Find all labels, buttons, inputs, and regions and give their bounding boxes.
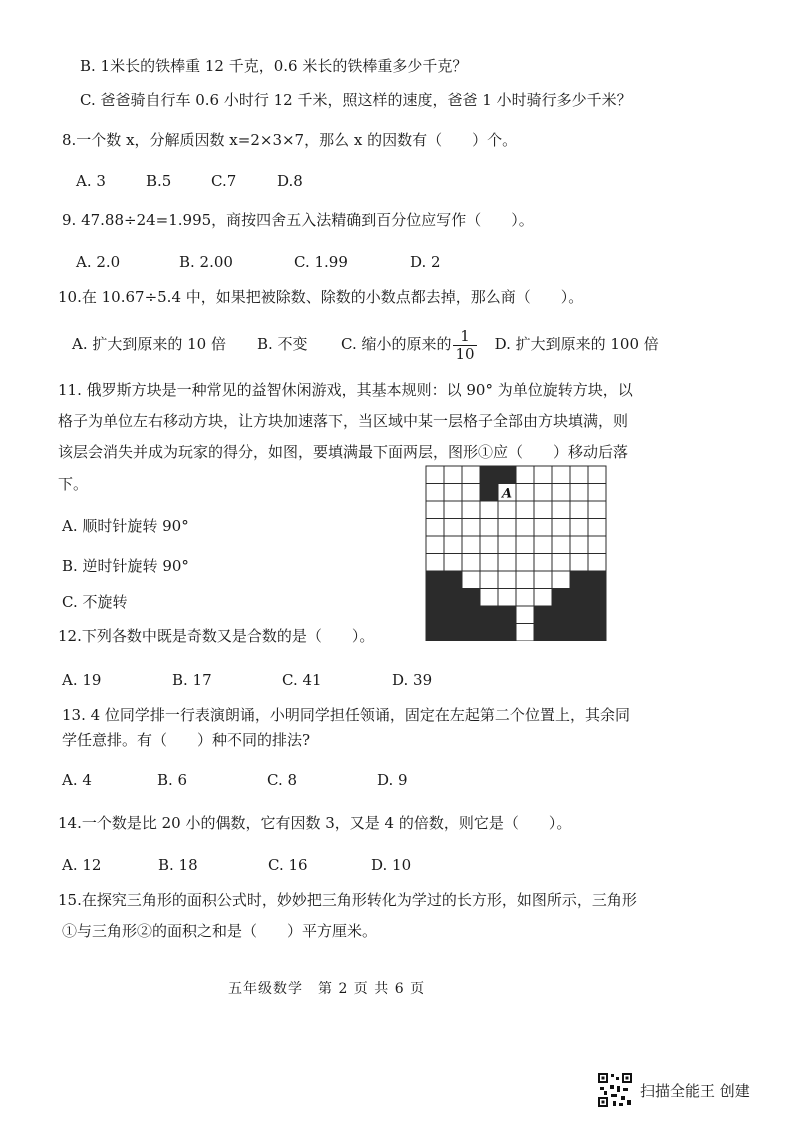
question-13-line-2: 学任意排。有（ ）种不同的排法? bbox=[62, 731, 311, 749]
option-a: A. 扩大到原来的 10 倍 bbox=[72, 335, 226, 353]
grid-cell-empty bbox=[480, 571, 498, 589]
grid-cell-empty bbox=[534, 501, 552, 519]
question-12-stem: 12.下列各数中既是奇数又是合数的是（ ）。 bbox=[58, 627, 375, 645]
option-c-text: C. 爸爸骑自行车 0.6 小时行 12 千米，照这样的速度，爸爸 1 小时骑行多少千米？ bbox=[80, 91, 632, 109]
grid-cell-filled bbox=[462, 606, 480, 624]
grid-cell-filled bbox=[426, 624, 444, 642]
grid-cell-filled bbox=[480, 466, 498, 484]
option-c: C. 1.99 bbox=[294, 253, 348, 271]
grid-cell-empty bbox=[588, 501, 606, 519]
grid-cell-empty bbox=[570, 501, 588, 519]
grid-cell-empty bbox=[426, 554, 444, 572]
grid-cell-empty bbox=[534, 554, 552, 572]
grid-cell-empty bbox=[588, 484, 606, 502]
grid-cell-filled bbox=[426, 606, 444, 624]
option-d: D. 39 bbox=[392, 671, 433, 689]
option-c: C. 8 bbox=[267, 771, 298, 789]
grid-cell-filled bbox=[570, 606, 588, 624]
grid-cell-empty bbox=[552, 554, 570, 572]
option-b-text: B. 1米长的铁棒重 12 千克，0.6 米长的铁棒重多少千克？ bbox=[80, 57, 468, 75]
grid-cell-filled bbox=[444, 624, 462, 642]
option-d: D. 9 bbox=[377, 771, 408, 789]
fraction-numerator: 1 bbox=[453, 328, 476, 346]
grid-cell-empty bbox=[426, 536, 444, 554]
option-a: A. 19 bbox=[62, 671, 102, 689]
question-9-options bbox=[76, 252, 441, 272]
grid-cell-empty bbox=[462, 554, 480, 572]
question-13-options bbox=[62, 770, 408, 790]
grid-cell-empty bbox=[552, 484, 570, 502]
grid-cell-empty bbox=[552, 466, 570, 484]
grid-cell-filled bbox=[588, 571, 606, 589]
question-11-line-4: 下。 bbox=[58, 475, 89, 493]
option-d: D. 扩大到原来的 100 倍 bbox=[494, 335, 659, 353]
grid-cell-filled bbox=[552, 624, 570, 642]
grid-cell-filled bbox=[498, 624, 516, 642]
grid-cell-empty bbox=[516, 501, 534, 519]
grid-shape-label: A bbox=[502, 486, 513, 502]
question-8-stem: 8.一个数 x，分解质因数 x=2×3×7，那么 x 的因数有（ ）个。 bbox=[62, 131, 518, 149]
qr-code-icon bbox=[597, 1072, 633, 1108]
grid-cell-empty bbox=[516, 484, 534, 502]
grid-cell-filled bbox=[444, 589, 462, 607]
grid-cell-empty bbox=[480, 536, 498, 554]
question-8-options bbox=[76, 171, 303, 191]
grid-cell-empty bbox=[444, 466, 462, 484]
grid-cell-filled bbox=[570, 589, 588, 607]
grid-cell-empty bbox=[498, 571, 516, 589]
grid-cell-empty bbox=[480, 501, 498, 519]
grid-cell-empty bbox=[552, 501, 570, 519]
grid-cell-empty bbox=[588, 519, 606, 537]
grid-cell-empty bbox=[534, 519, 552, 537]
question-12-options bbox=[62, 670, 432, 690]
grid-cell-empty bbox=[444, 484, 462, 502]
grid-cell-empty bbox=[534, 571, 552, 589]
grid-cell-empty bbox=[462, 466, 480, 484]
grid-cell-empty bbox=[462, 571, 480, 589]
grid-cell-empty bbox=[552, 536, 570, 554]
fraction-one-tenth bbox=[453, 328, 476, 363]
grid-cell-filled bbox=[462, 589, 480, 607]
grid-cell-empty bbox=[426, 501, 444, 519]
grid-cell-empty bbox=[462, 484, 480, 502]
grid-cell-filled bbox=[552, 606, 570, 624]
grid-cell-filled bbox=[498, 606, 516, 624]
grid-cell-empty bbox=[444, 554, 462, 572]
grid-cell-filled bbox=[552, 589, 570, 607]
grid-cell-filled bbox=[480, 484, 498, 502]
grid-cell-empty bbox=[426, 484, 444, 502]
option-c: C. 缩小的原来的 bbox=[341, 335, 452, 353]
grid-cell-filled bbox=[570, 571, 588, 589]
grid-cell-filled bbox=[444, 571, 462, 589]
grid-cell-empty bbox=[588, 536, 606, 554]
question-11-option-a: A. 顺时针旋转 90° bbox=[62, 517, 189, 535]
scanner-app-label: 扫描全能王 创建 bbox=[640, 1082, 750, 1100]
option-c: C. 41 bbox=[282, 671, 322, 689]
grid-cell-empty bbox=[516, 519, 534, 537]
grid-cell-empty bbox=[552, 571, 570, 589]
grid-cell-empty bbox=[480, 519, 498, 537]
grid-cell-empty bbox=[534, 484, 552, 502]
option-a: A. 4 bbox=[62, 771, 92, 789]
grid-cell-filled bbox=[534, 606, 552, 624]
option-b: B. 6 bbox=[157, 771, 188, 789]
option-d: D.8 bbox=[277, 172, 303, 190]
option-a: A. 2.0 bbox=[76, 253, 121, 271]
grid-cell-empty bbox=[516, 536, 534, 554]
grid-cell-empty bbox=[570, 484, 588, 502]
grid-cell-empty bbox=[444, 501, 462, 519]
option-b: B. 18 bbox=[158, 856, 198, 874]
grid-cell-empty bbox=[570, 536, 588, 554]
question-11-option-b: B. 逆时针旋转 90° bbox=[62, 557, 189, 575]
grid-cell-empty bbox=[444, 536, 462, 554]
grid-cell-filled bbox=[570, 624, 588, 642]
tetris-grid-figure bbox=[425, 465, 607, 641]
grid-cell-empty bbox=[570, 519, 588, 537]
grid-cell-empty bbox=[498, 554, 516, 572]
grid-cell-filled bbox=[534, 624, 552, 642]
grid-cell-filled bbox=[480, 606, 498, 624]
question-15-line-2: ①与三角形②的面积之和是（ ）平方厘米。 bbox=[62, 922, 378, 940]
grid-cell-empty bbox=[498, 536, 516, 554]
grid-cell-empty bbox=[588, 466, 606, 484]
grid-cell-empty bbox=[570, 466, 588, 484]
question-10-options bbox=[72, 326, 659, 366]
option-a: A. 12 bbox=[62, 856, 102, 874]
grid-cell-empty bbox=[516, 624, 534, 642]
grid-cell-empty bbox=[516, 571, 534, 589]
grid-cell-empty bbox=[516, 589, 534, 607]
option-a: A. 3 bbox=[76, 172, 106, 190]
question-11-line-3: 该层会消失并成为玩家的得分，如图，要填满最下面两层，图形①应（ ）移动后落 bbox=[58, 443, 629, 461]
option-d: D. 10 bbox=[371, 856, 412, 874]
question-11-option-c: C. 不旋转 bbox=[62, 593, 128, 611]
grid-cell-empty bbox=[426, 519, 444, 537]
question-9-stem: 9. 47.88÷24=1.995，商按四舍五入法精确到百分位应写作（ ）。 bbox=[62, 211, 534, 229]
grid-cell-empty bbox=[480, 589, 498, 607]
grid-cell-empty bbox=[498, 519, 516, 537]
question-11-line-1: 11. 俄罗斯方块是一种常见的益智休闲游戏，其基本规则：以 90° 为单位旋转方块，以 bbox=[58, 381, 633, 399]
option-b: B. 不变 bbox=[257, 335, 308, 353]
grid-cell-empty bbox=[516, 606, 534, 624]
grid-cell-empty bbox=[534, 589, 552, 607]
grid-cell-filled bbox=[426, 571, 444, 589]
grid-cell-empty bbox=[480, 554, 498, 572]
question-14-options bbox=[62, 855, 411, 875]
grid-cell-empty bbox=[570, 554, 588, 572]
grid-cell-empty bbox=[534, 536, 552, 554]
grid-cell-empty bbox=[552, 519, 570, 537]
grid-cell-empty bbox=[462, 501, 480, 519]
option-c: C. 16 bbox=[268, 856, 308, 874]
grid-cell-filled bbox=[462, 624, 480, 642]
grid-cell-filled bbox=[426, 589, 444, 607]
grid-cell-filled bbox=[588, 606, 606, 624]
grid-cell-filled bbox=[480, 624, 498, 642]
option-b: B. 17 bbox=[172, 671, 212, 689]
question-13-line-1: 13. 4 位同学排一行表演朗诵，小明同学担任领诵，固定在左起第二个位置上，其余同 bbox=[62, 706, 630, 724]
grid-cell-empty bbox=[462, 536, 480, 554]
grid-cell-empty bbox=[462, 519, 480, 537]
page-footer: 五年级数学 第 2 页 共 6 页 bbox=[228, 981, 426, 997]
option-b: B. 2.00 bbox=[179, 253, 233, 271]
grid-cell-filled bbox=[588, 589, 606, 607]
grid-cell-empty bbox=[426, 466, 444, 484]
question-11-line-2: 格子为单位左右移动方块，让方块加速落下，当区域中某一层格子全部由方块填满，则 bbox=[58, 412, 629, 430]
grid-cell-empty bbox=[588, 554, 606, 572]
grid-cell-empty bbox=[516, 466, 534, 484]
grid-cell-filled bbox=[498, 466, 516, 484]
grid-cell-empty bbox=[498, 589, 516, 607]
option-b: B.5 bbox=[146, 172, 172, 190]
grid-cell-filled bbox=[588, 624, 606, 642]
grid-cell-empty bbox=[444, 519, 462, 537]
question-10-stem: 10.在 10.67÷5.4 中，如果把被除数、除数的小数点都去掉，那么商（ ）。 bbox=[58, 288, 584, 306]
question-14-stem: 14.一个数是比 20 小的偶数，它有因数 3，又是 4 的倍数，则它是（ ）。 bbox=[58, 814, 572, 832]
question-15-line-1: 15.在探究三角形的面积公式时，妙妙把三角形转化为学过的长方形，如图所示，三角形 bbox=[58, 891, 637, 909]
grid-cell-empty bbox=[498, 501, 516, 519]
option-d: D. 2 bbox=[410, 253, 441, 271]
option-c: C.7 bbox=[211, 172, 237, 190]
fraction-denominator: 10 bbox=[455, 344, 475, 363]
grid-cell-empty bbox=[534, 466, 552, 484]
grid-cell-empty bbox=[516, 554, 534, 572]
grid-cell-filled bbox=[444, 606, 462, 624]
